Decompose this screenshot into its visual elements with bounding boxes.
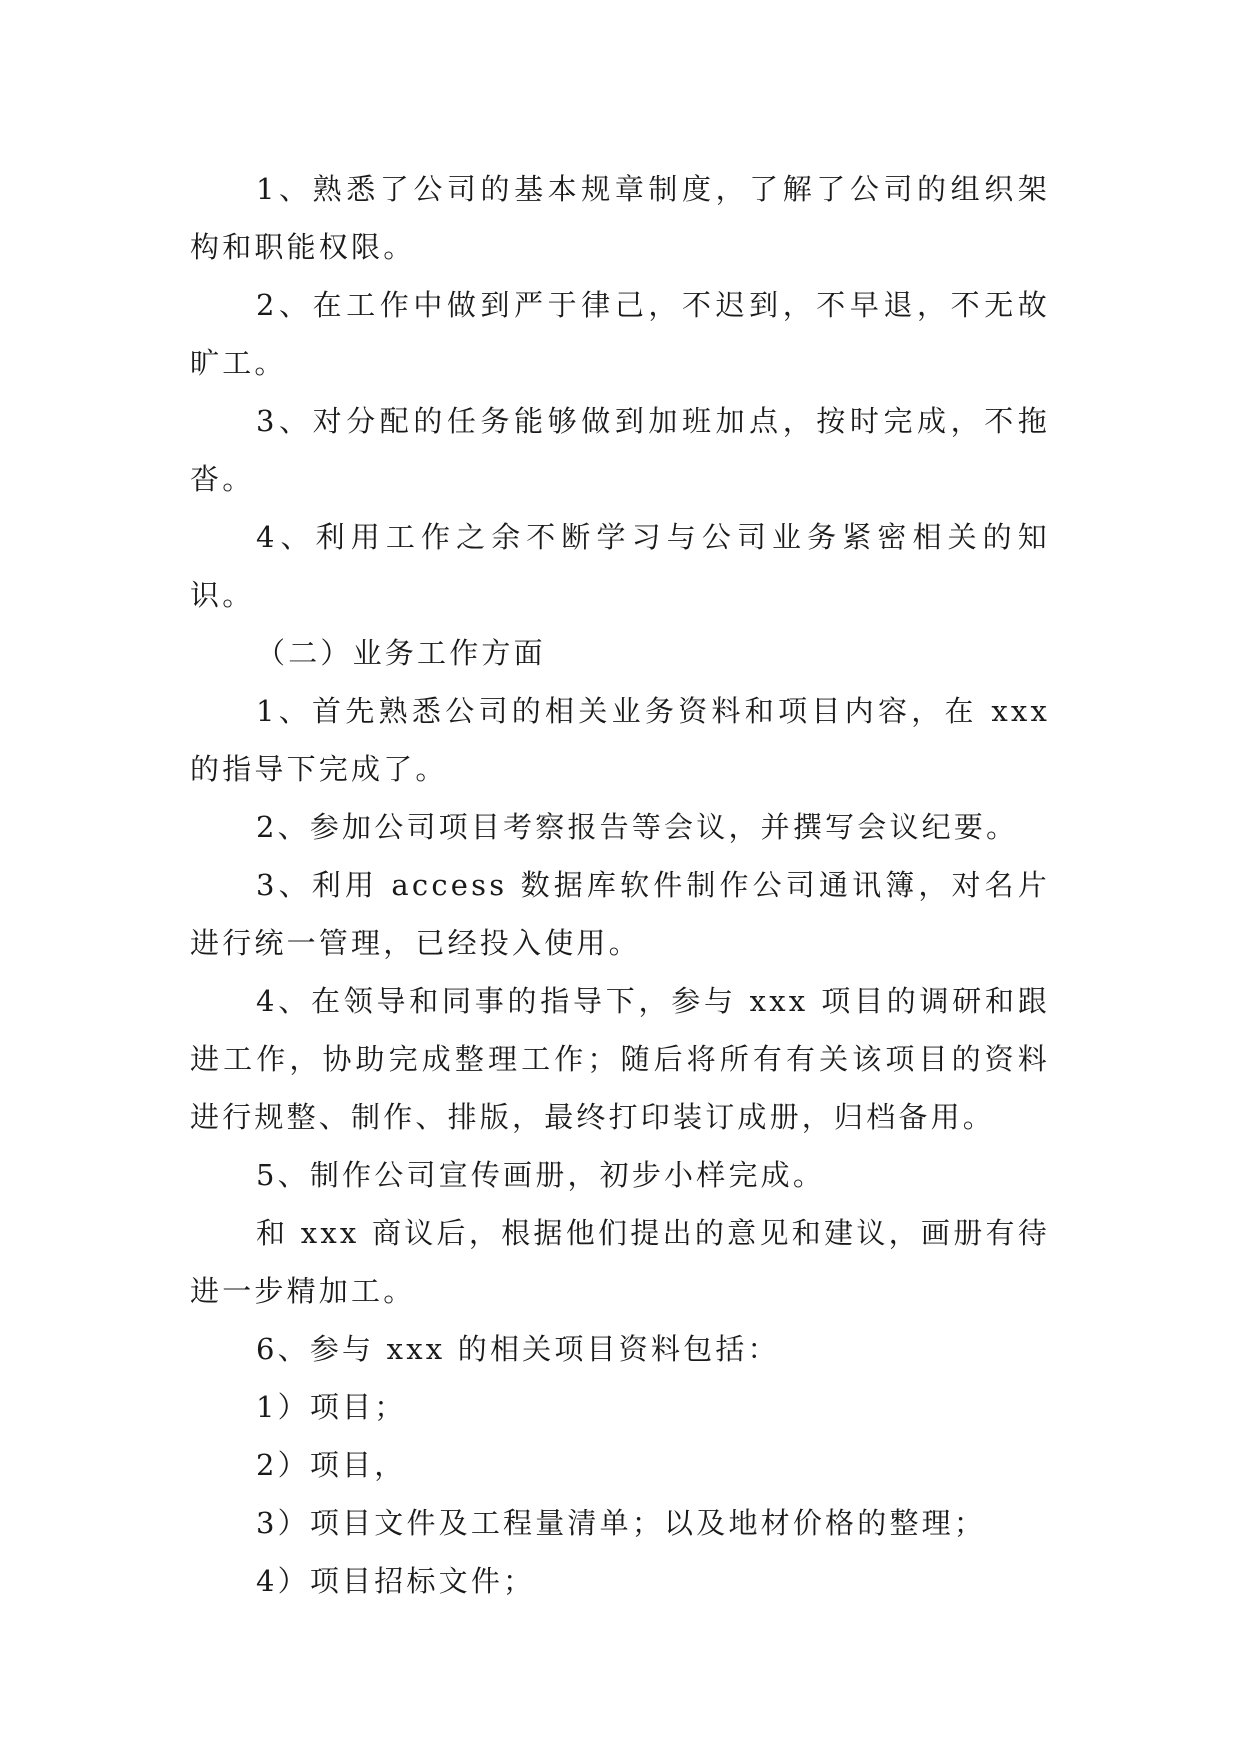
paragraph-discipline: 2、在工作中做到严于律己，不迟到，不早退，不无故旷工。 (190, 288, 1050, 380)
list-item-project-4: 4）项目招标文件； (256, 1564, 536, 1598)
paragraph-business-4: 4、在领导和同事的指导下，参与 xxx 项目的调研和跟进工作，协助完成整理工作；随后将所有有关该项目的资料进行规整、制作、排版，最终打印装订成册，归档备用。 (190, 984, 1050, 1134)
paragraph-business-5-note: 和 xxx 商议后，根据他们提出的意见和建议，画册有待进一步精加工。 (190, 1216, 1050, 1308)
paragraph-rules: 1、熟悉了公司的基本规章制度，了解了公司的组织架构和职能权限。 (190, 172, 1050, 264)
document-body (190, 160, 1050, 1610)
paragraph-learning: 4、利用工作之余不断学习与公司业务紧密相关的知识。 (190, 520, 1050, 612)
paragraph-tasks: 3、对分配的任务能够做到加班加点，按时完成，不拖沓。 (190, 404, 1050, 496)
list-item-project-1: 1）项目； (256, 1390, 407, 1424)
list-item-project-2: 2）项目， (256, 1448, 407, 1482)
list-item-project-3: 3）项目文件及工程量清单；以及地材价格的整理； (256, 1506, 987, 1540)
paragraph-business-6: 6、参与 xxx 的相关项目资料包括： (256, 1332, 780, 1366)
paragraph-business-2: 2、参加公司项目考察报告等会议，并撰写会议纪要。 (256, 810, 1019, 844)
paragraph-business-3: 3、利用 access 数据库软件制作公司通讯簿，对名片进行统一管理，已经投入使用。 (190, 868, 1050, 960)
paragraph-business-1: 1、首先熟悉公司的相关业务资料和项目内容，在 xxx 的指导下完成了。 (190, 694, 1050, 786)
section-heading-business: （二）业务工作方面 (256, 636, 546, 670)
paragraph-business-5: 5、制作公司宣传画册，初步小样完成。 (256, 1158, 826, 1192)
